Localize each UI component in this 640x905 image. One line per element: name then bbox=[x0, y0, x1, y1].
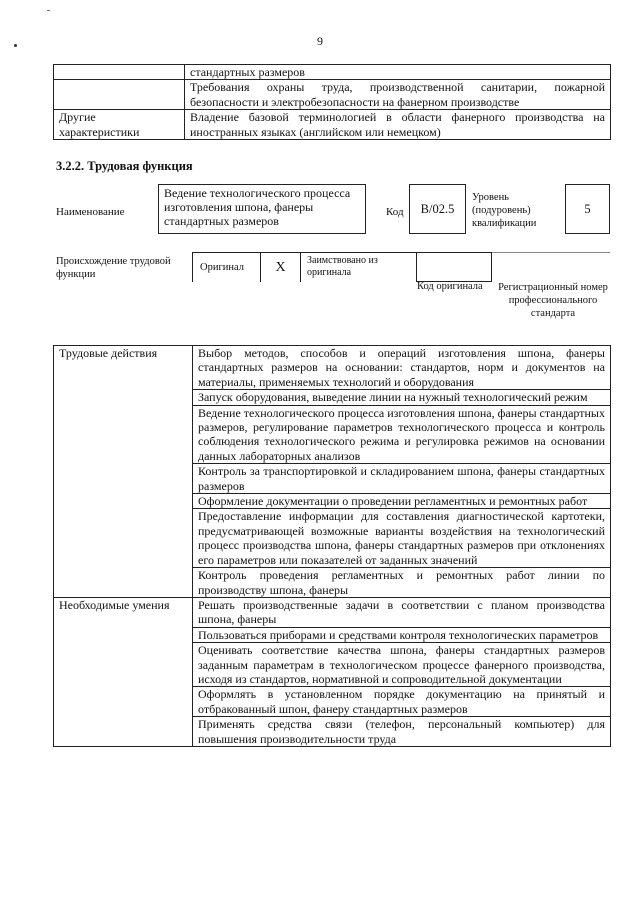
skill-item: Решать производственные задачи в соответствии с планом производства шпона, фанеры bbox=[193, 597, 611, 627]
level-label-line: квалификации bbox=[472, 218, 537, 229]
borrowed-cell: Заимствовано из оригинала bbox=[300, 252, 416, 282]
row-text: стандартных размеров bbox=[185, 65, 611, 80]
labor-action: Ведение технологического процесса изготовления шпона, фанеры стандартных размеров, регулирование параметров технологического процесса и контроль соблюдения технологического режима и регулировка режимов на основании данных лабораторных анализов bbox=[193, 405, 611, 464]
code-original-cell bbox=[416, 252, 492, 282]
labor-action: Выбор методов, способов и операций изготовления шпона, фанеры стандартных размеров на основании: стандартов, норм и документов на материалы, применяемых технологий и оборудования bbox=[193, 346, 611, 390]
skill-item: Оформлять в установленном порядке документацию на принятый и отбракованный шпон, фанеру стандартных размеров bbox=[193, 687, 611, 717]
code-label: Код bbox=[386, 206, 404, 218]
labor-actions-label: Трудовые действия bbox=[54, 346, 193, 598]
row-label bbox=[54, 80, 185, 110]
skill-item: Оценивать соответствие качества шпона, фанеры стандартных размеров заданным параметрам в технологическом процессе фанерного производства, исходя из стандартов, нормативной и сопроводительной документации bbox=[193, 643, 611, 687]
qualification-level-label bbox=[472, 191, 536, 230]
table-row bbox=[54, 346, 611, 390]
name-label: Наименование bbox=[56, 206, 125, 218]
reg-number-cell bbox=[492, 252, 610, 282]
labor-action: Контроль за транспортировкой и складированием шпона, фанеры стандартных размеров bbox=[193, 464, 611, 494]
scan-speck bbox=[47, 10, 50, 11]
code-original-label: Код оригинала bbox=[417, 281, 483, 292]
level-label-line: Уровень bbox=[472, 192, 509, 203]
function-table bbox=[53, 345, 611, 747]
reg-number-label: Регистрационный номер профессионального стандарта bbox=[498, 282, 608, 319]
skills-label: Необходимые умения bbox=[54, 597, 193, 746]
function-code-box: B/02.5 bbox=[409, 184, 466, 234]
table-row bbox=[54, 110, 611, 140]
level-label-line: (подуровень) bbox=[472, 205, 531, 216]
table-row bbox=[54, 80, 611, 110]
page-number: 9 bbox=[317, 34, 323, 48]
table-row bbox=[54, 597, 611, 627]
labor-action: Запуск оборудования, выведение линии на нужный технологический режим bbox=[193, 390, 611, 405]
skill-item: Пользоваться приборами и средствами контроля технологических параметров bbox=[193, 627, 611, 642]
table-row bbox=[54, 65, 611, 80]
origin-label: Происхождение трудовой функции bbox=[56, 256, 171, 280]
qualification-level-box: 5 bbox=[565, 184, 610, 234]
labor-action: Предоставление информации для составления диагностической картотеки, предусматривающей возможные варианты воздействия на технологический процесс производства шпона, фанеры стандартных размеров при отклонениях его параметров или показателей от заданных значений bbox=[193, 509, 611, 568]
original-cell: Оригинал bbox=[192, 252, 260, 282]
row-label: Другие характеристики bbox=[54, 110, 185, 140]
function-name-box: Ведение технологического процесса изготовления шпона, фанеры стандартных размеров bbox=[158, 184, 366, 234]
labor-action: Контроль проведения регламентных и ремонтных работ линии по производству шпона, фанеры bbox=[193, 568, 611, 598]
original-mark: X bbox=[260, 252, 300, 282]
labor-action: Оформление документации о проведении регламентных и ремонтных работ bbox=[193, 494, 611, 509]
scan-speck bbox=[14, 44, 17, 47]
row-text: Требования охраны труда, производственной санитарии, пожарной безопасности и электробезопасности на фанерном производстве bbox=[185, 80, 611, 110]
section-title: 3.2.2. Трудовая функция bbox=[56, 159, 193, 173]
skill-item: Применять средства связи (телефон, персональный компьютер) для повышения производительности труда bbox=[193, 717, 611, 747]
row-text: Владение базовой терминологией в области фанерного производства на иностранных языках (английском или немецком) bbox=[185, 110, 611, 140]
row-label bbox=[54, 65, 185, 80]
continuation-table bbox=[53, 64, 611, 140]
